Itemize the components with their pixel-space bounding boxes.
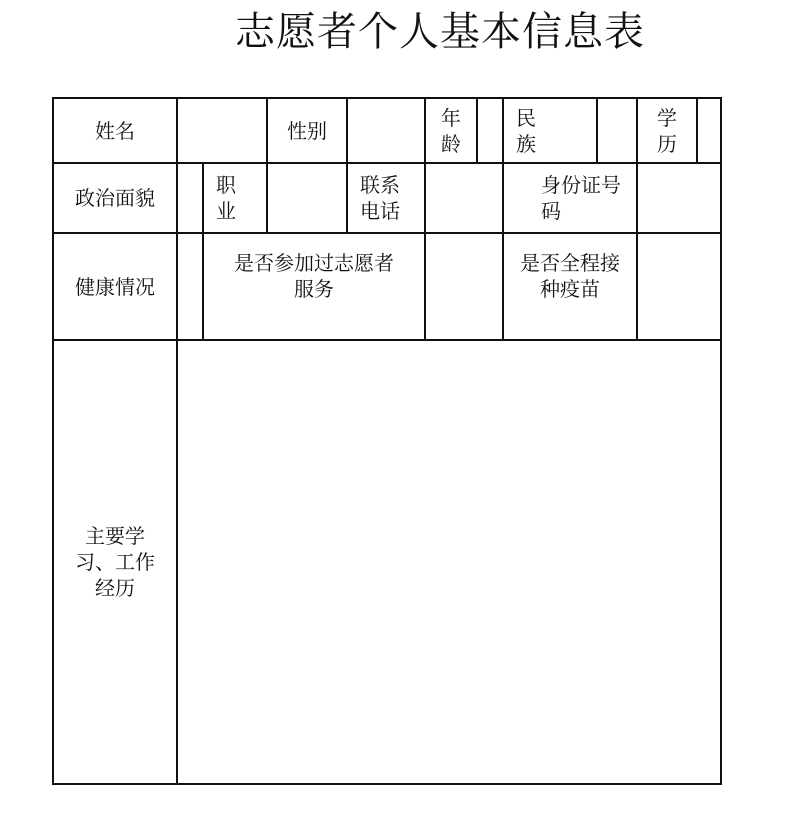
page-title: 志愿者个人基本信息表 <box>235 9 645 55</box>
volunteer-service-label: 是否参加过志愿者 服务 <box>234 251 394 301</box>
occupation-label: 职 业 <box>216 173 236 223</box>
education-label: 学 历 <box>657 105 677 156</box>
health-value-cell[interactable] <box>178 234 202 339</box>
ethnicity-value-cell[interactable] <box>598 99 636 162</box>
gender-value-cell[interactable] <box>348 99 424 162</box>
vaccination-label: 是否全程接 种疫苗 <box>520 251 620 301</box>
id-number-value-cell[interactable] <box>638 164 720 232</box>
volunteer-service-value-cell[interactable] <box>426 234 502 339</box>
political-status-label: 政治面貌 <box>75 186 155 210</box>
occupation-value-cell[interactable] <box>268 164 346 232</box>
political-status-value-cell[interactable] <box>178 164 202 232</box>
gender-label: 性别 <box>287 118 327 143</box>
education-value-cell[interactable] <box>698 99 720 162</box>
vaccination-value-cell[interactable] <box>638 234 720 339</box>
age-value-cell[interactable] <box>478 99 502 162</box>
experience-value-cell[interactable] <box>178 341 720 783</box>
name-label: 姓名 <box>95 118 135 143</box>
ethnicity-label: 民 族 <box>516 105 536 156</box>
experience-label: 主要学 习、工作 经历 <box>75 524 155 600</box>
volunteer-info-table <box>52 97 722 785</box>
id-number-label: 身份证号 码 <box>541 173 621 223</box>
age-label: 年 龄 <box>441 105 461 156</box>
health-label: 健康情况 <box>75 274 155 299</box>
phone-label: 联系 电话 <box>360 173 400 223</box>
name-value-cell[interactable] <box>178 99 266 162</box>
phone-value-cell[interactable] <box>426 164 502 232</box>
